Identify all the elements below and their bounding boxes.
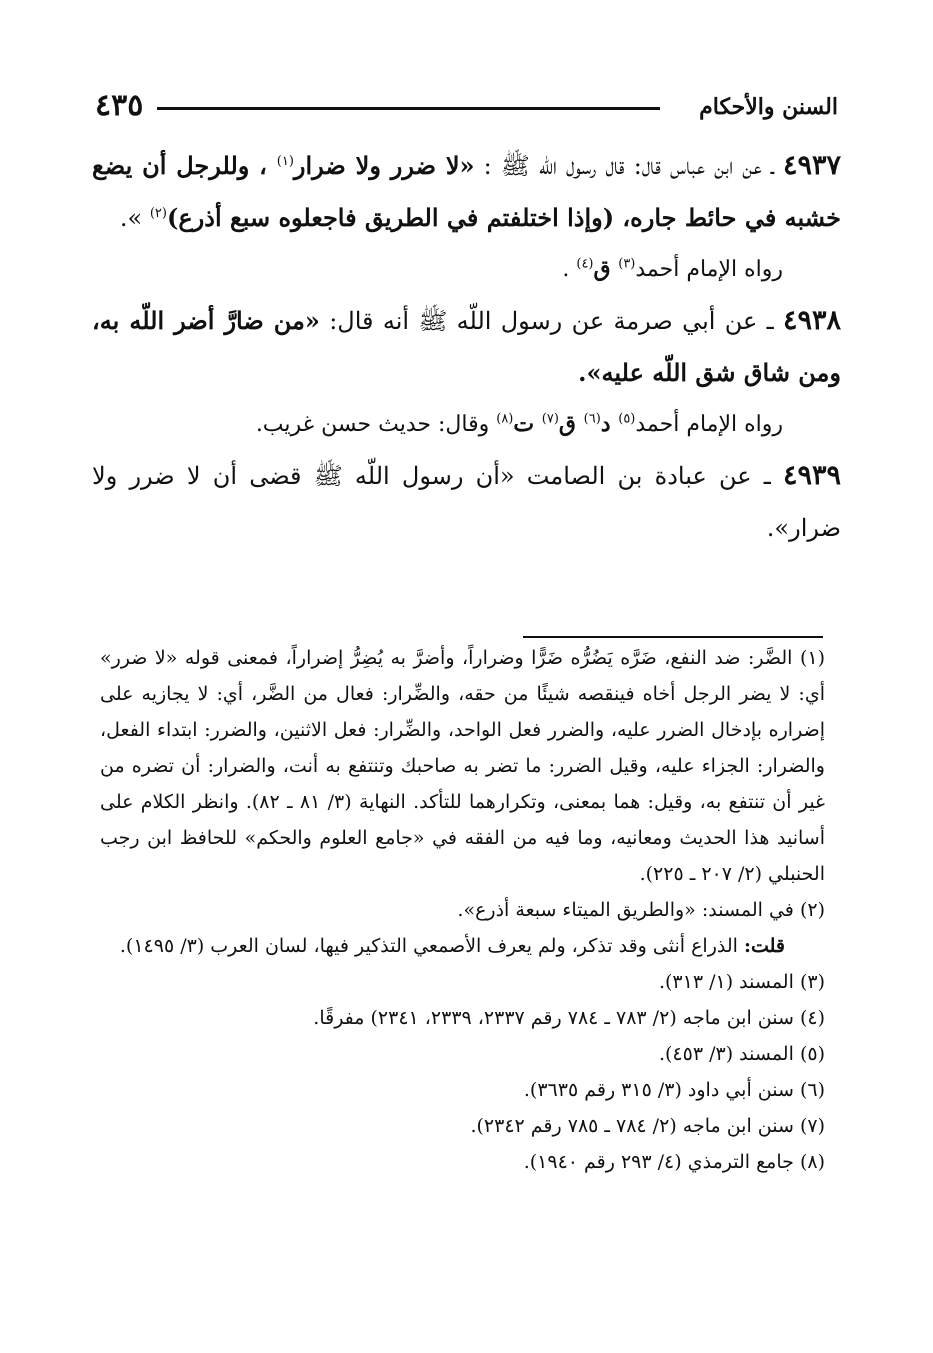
qult-text: الذراع أنثى وقد تذكر، ولم يعرف الأصمعي التذكير فيها، لسان العرب (٣/ ١٤٩٥). — [119, 935, 744, 957]
source-code: ق — [593, 256, 619, 282]
hadith-intro: ـ عن ابن عباس قال: قال رسول اللّه ﷺ : — [474, 152, 783, 180]
hadith-number: ٤٩٣٨ — [783, 305, 842, 336]
riwaya-end: وقال: حديث حسن غريب. — [255, 412, 497, 437]
riwaya-4937 — [92, 244, 841, 295]
footnote-ref[interactable]: (٣) — [618, 256, 636, 272]
hadith-4937 — [92, 140, 841, 244]
hadith-number: ٤٩٣٧ — [783, 150, 842, 181]
footnote-ref[interactable]: (٤) — [576, 256, 594, 272]
source-code: د — [600, 411, 619, 437]
footnote-ref[interactable]: (٦) — [583, 411, 601, 427]
footnote-2 — [100, 892, 825, 928]
hadith-number: ٤٩٣٩ — [782, 460, 841, 491]
footnote-marker: (٥) — [799, 1043, 825, 1065]
footnote-text: سنن ابن ماجه (٢/ ٧٨٤ ـ ٧٨٥ رقم ٢٣٤٢). — [470, 1115, 794, 1137]
footnote-text: جامع الترمذي (٤/ ٢٩٣ رقم ١٩٤٠). — [523, 1151, 794, 1173]
footnote-6 — [100, 1072, 825, 1108]
footnote-text: المسند (١/ ٣١٣). — [658, 971, 794, 993]
riwaya-text: رواه الإمام أحمد — [635, 412, 783, 437]
footnote-text: الضَّر: ضد النفع، ضَرَّه يَضُرُّه ضَرًّا وضراراً، وأضرَّ به يُضِرُّ إضراراً، فمعنى قوله «لا ضرر» أي: لا يضر الرجل أخاه فينقصه شيئًا من حقه، والضِّرار: فعال من الضَّر، أي: لا يجازيه على إضراره بإدخال الضرر عليه، والضرر فعل الواحد، والضِّرار: فعل الاثنين، والضرر: ابتداء الفعل، والضرار: الجزاء عليه، وقيل الضرر: ما تضر به صاحبك وتنتفع به أنت، والضرار: أن تضره من غير أن تنتفع به، وقيل: هما بمعنى، وتكرارهما للتأكد. النهاية (٣/ ٨١ ـ ٨٢). وانظر الكلام على أسانيد هذا الحديث ومعانيه، وما فيه من الفقه في «جامع العلوم والحكم» للحافظ ابن رجب الحنبلي (٢/ ٢٠٧ ـ ٢٢٥). — [100, 647, 825, 885]
footnote-marker: (٧) — [799, 1115, 825, 1137]
qult-note — [100, 928, 825, 964]
footnote-marker: (٦) — [799, 1079, 825, 1101]
footnote-marker: (١) — [799, 647, 825, 669]
footnote-text: في المسند: «والطريق الميتاء سبعة أذرع». — [457, 899, 794, 921]
footnote-ref[interactable]: (١) — [276, 154, 294, 169]
footnote-marker: (٢) — [799, 899, 825, 921]
footnote-marker: (٤) — [799, 1007, 825, 1029]
footnote-marker: (٣) — [799, 971, 825, 993]
footnote-text: سنن ابن ماجه (٢/ ٧٨٣ ـ ٧٨٤ رقم ٢٣٣٧، ٢٣٣٩، ٢٣٤١) مفرقًا. — [313, 1007, 794, 1029]
hadith-text: «من ضارَّ أضر اللّه به، ومن شاق شق اللّه عليه». — [92, 306, 841, 387]
qult-label: قلت: — [743, 935, 785, 957]
footnote-ref[interactable]: (٧) — [541, 411, 559, 427]
footnote-5 — [100, 1036, 825, 1072]
footnote-separator — [523, 636, 823, 638]
source-code: ت — [513, 411, 542, 437]
footnotes — [100, 640, 825, 1180]
riwaya-text: رواه الإمام أحمد — [635, 257, 783, 282]
footnote-1 — [100, 640, 825, 892]
hadith-intro: ـ عن عبادة بن الصامت «أن رسول اللّه ﷺ قضى أن لا ضرر ولا ضرار». — [92, 462, 841, 542]
header-rule — [157, 107, 660, 110]
page-number: ٤٣٥ — [95, 88, 144, 123]
source-code: ق — [558, 411, 584, 437]
main-text — [92, 140, 841, 554]
hadith-text: «لا ضرر ولا ضرار — [293, 151, 475, 180]
footnote-marker: (٨) — [799, 1151, 825, 1173]
hadith-text: ، وللرجل أن يضع خشبه في حائط جاره، (وإذا اختلفتم في الطريق فاجعلوه سبع أذرع) — [92, 151, 841, 232]
riwaya-4938 — [92, 399, 841, 450]
hadith-4939 — [92, 450, 841, 554]
section-title: السنن والأحكام — [699, 94, 838, 120]
footnote-text: المسند (٣/ ٤٥٣). — [658, 1043, 794, 1065]
riwaya-end: . — [562, 257, 577, 282]
footnote-8 — [100, 1144, 825, 1180]
footnote-7 — [100, 1108, 825, 1144]
footnote-3 — [100, 964, 825, 1000]
footnote-4 — [100, 1000, 825, 1036]
footnote-ref[interactable]: (٢) — [149, 206, 167, 221]
footnote-ref[interactable]: (٨) — [496, 411, 514, 427]
footnote-text: سنن أبي داود (٣/ ٣١٥ رقم ٣٦٣٥). — [523, 1079, 794, 1101]
hadith-4938 — [92, 295, 841, 399]
hadith-intro: ـ عن أبي صرمة عن رسول اللّه ﷺ أنه قال: — [319, 307, 783, 335]
footnote-ref[interactable]: (٥) — [618, 411, 636, 427]
hadith-text-end: ». — [119, 204, 150, 232]
running-header — [95, 88, 838, 132]
